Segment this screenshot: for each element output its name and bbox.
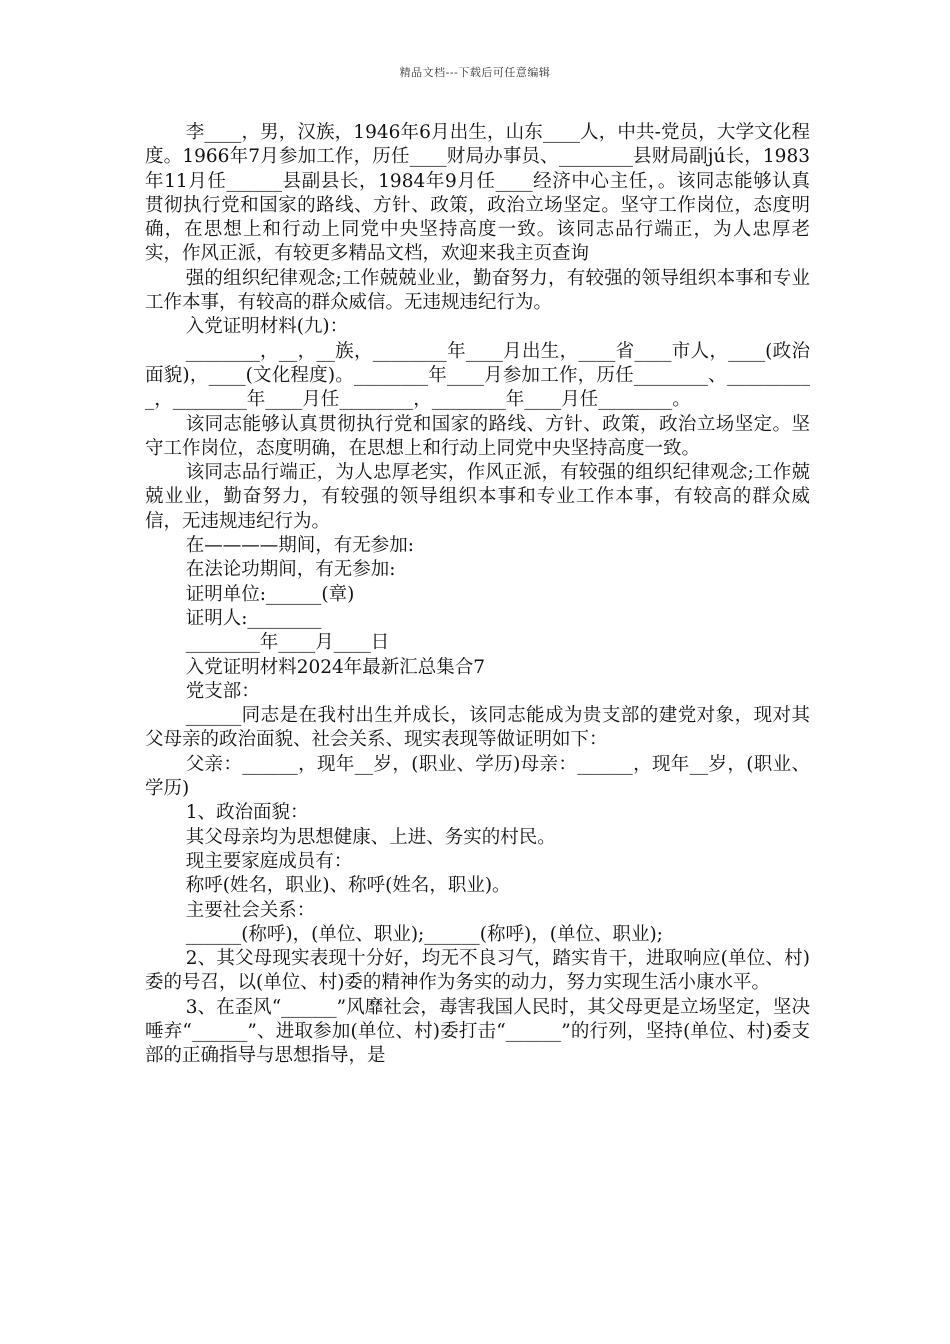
line-period-participation: 在————期间，有无参加: bbox=[185, 535, 414, 557]
heading-political-status: 1、政治面貌： bbox=[185, 802, 309, 824]
line-parents-villagers: 其父母亲均为思想健康、上进、务实的村民。 bbox=[185, 826, 556, 848]
section-heading-collection-7: 入党证明材料2024年最新汇总集合7 bbox=[185, 656, 486, 678]
line-family-members-heading: 现主要家庭成员有： bbox=[185, 850, 353, 872]
line-social-relations: ______(称呼)，(单位、职业);______(称呼)，(单位、职业); bbox=[185, 923, 663, 945]
line-family-members: 称呼(姓名，职业)、称呼(姓名，职业)。 bbox=[185, 875, 511, 897]
line-party-branch: 党支部： bbox=[185, 680, 260, 702]
line-date: ________年____月____日 bbox=[185, 632, 390, 654]
paragraph-parents-stance: 3、在歪风“______”风靡社会，毒害我国人民时，其父母更是立场坚定，坚决唾弃“______”、进取参加(单位、村)委打击“______”的行列，坚持(单位、村)委支部的正确指导与思想指导，是 bbox=[145, 996, 810, 1067]
paragraph-form-blanks: ________，__，__族，________年____月出生，____省____市人，____(政治面貌)，____(文化程度)。________年____月参加工作，历任________、__________，________年____月任________，________年____月任________。 bbox=[145, 340, 810, 411]
page-header: 精品文档---下载后可任意编辑 bbox=[399, 66, 551, 79]
paragraph-intro-li: 李____，男，汉族，1946年6月出生，山东____人，中共-党员，大学文化程度。1966年7月参加工作，历任____财局办事员、________县财局副jú长，1983年11月任______县副县长，1984年9月任____经济中心主任，。该同志能够认真贯彻执行党和国家的路线、方针、政策，政治立场坚定。坚守工作岗位，态度明确，在思想上和行动上同党中央坚持高度一致。该同志品行端正，为人忠厚老实，作风正派，有较更多精品文档，欢迎来我主页查询 bbox=[145, 122, 810, 265]
line-certifier: 证明人:________ bbox=[185, 607, 322, 629]
line-certifying-unit: 证明单位:______(章) bbox=[185, 583, 355, 605]
paragraph-political-stance: 该同志能够认真贯彻执行党和国家的路线、方针、政策，政治立场坚定。坚守工作岗位，态度明确，在思想上和行动上同党中央坚持高度一致。 bbox=[145, 413, 810, 459]
paragraph-parents-performance: 2、其父母现实表现十分好，均无不良习气，踏实肯干，进取响应(单位、村)委的号召，以(单位、村)委的精神作为务实的动力，努力实现生活小康水平。 bbox=[145, 948, 810, 994]
line-social-relations-heading: 主要社会关系： bbox=[185, 899, 316, 921]
paragraph-character: 该同志品行端正，为人忠厚老实，作风正派，有较强的组织纪律观念;工作兢兢业业，勤奋努力，有较强的领导组织本事和专业工作本事，有较高的群众威信，无违规违纪行为。 bbox=[145, 462, 810, 532]
document-body bbox=[145, 121, 810, 1069]
paragraph-village-origin: ______同志是在我村出生并成长，该同志能成为贵支部的建党对象，现对其父母亲的政治面貌、社会关系、现实表现等做证明如下： bbox=[145, 705, 810, 751]
paragraph-parents: 父亲：______，现年__岁，(职业、学历)母亲：______，现年__岁，(职业、学历) bbox=[145, 753, 810, 800]
section-heading-nine: 入党证明材料(九)： bbox=[185, 316, 349, 338]
paragraph-discipline: 强的组织纪律观念;工作兢兢业业，勤奋努力，有较强的领导组织本事和专业工作本事，有较高的群众威信。无违规违纪行为。 bbox=[145, 267, 810, 314]
line-falun-participation: 在法论功期间，有无参加: bbox=[185, 559, 396, 581]
